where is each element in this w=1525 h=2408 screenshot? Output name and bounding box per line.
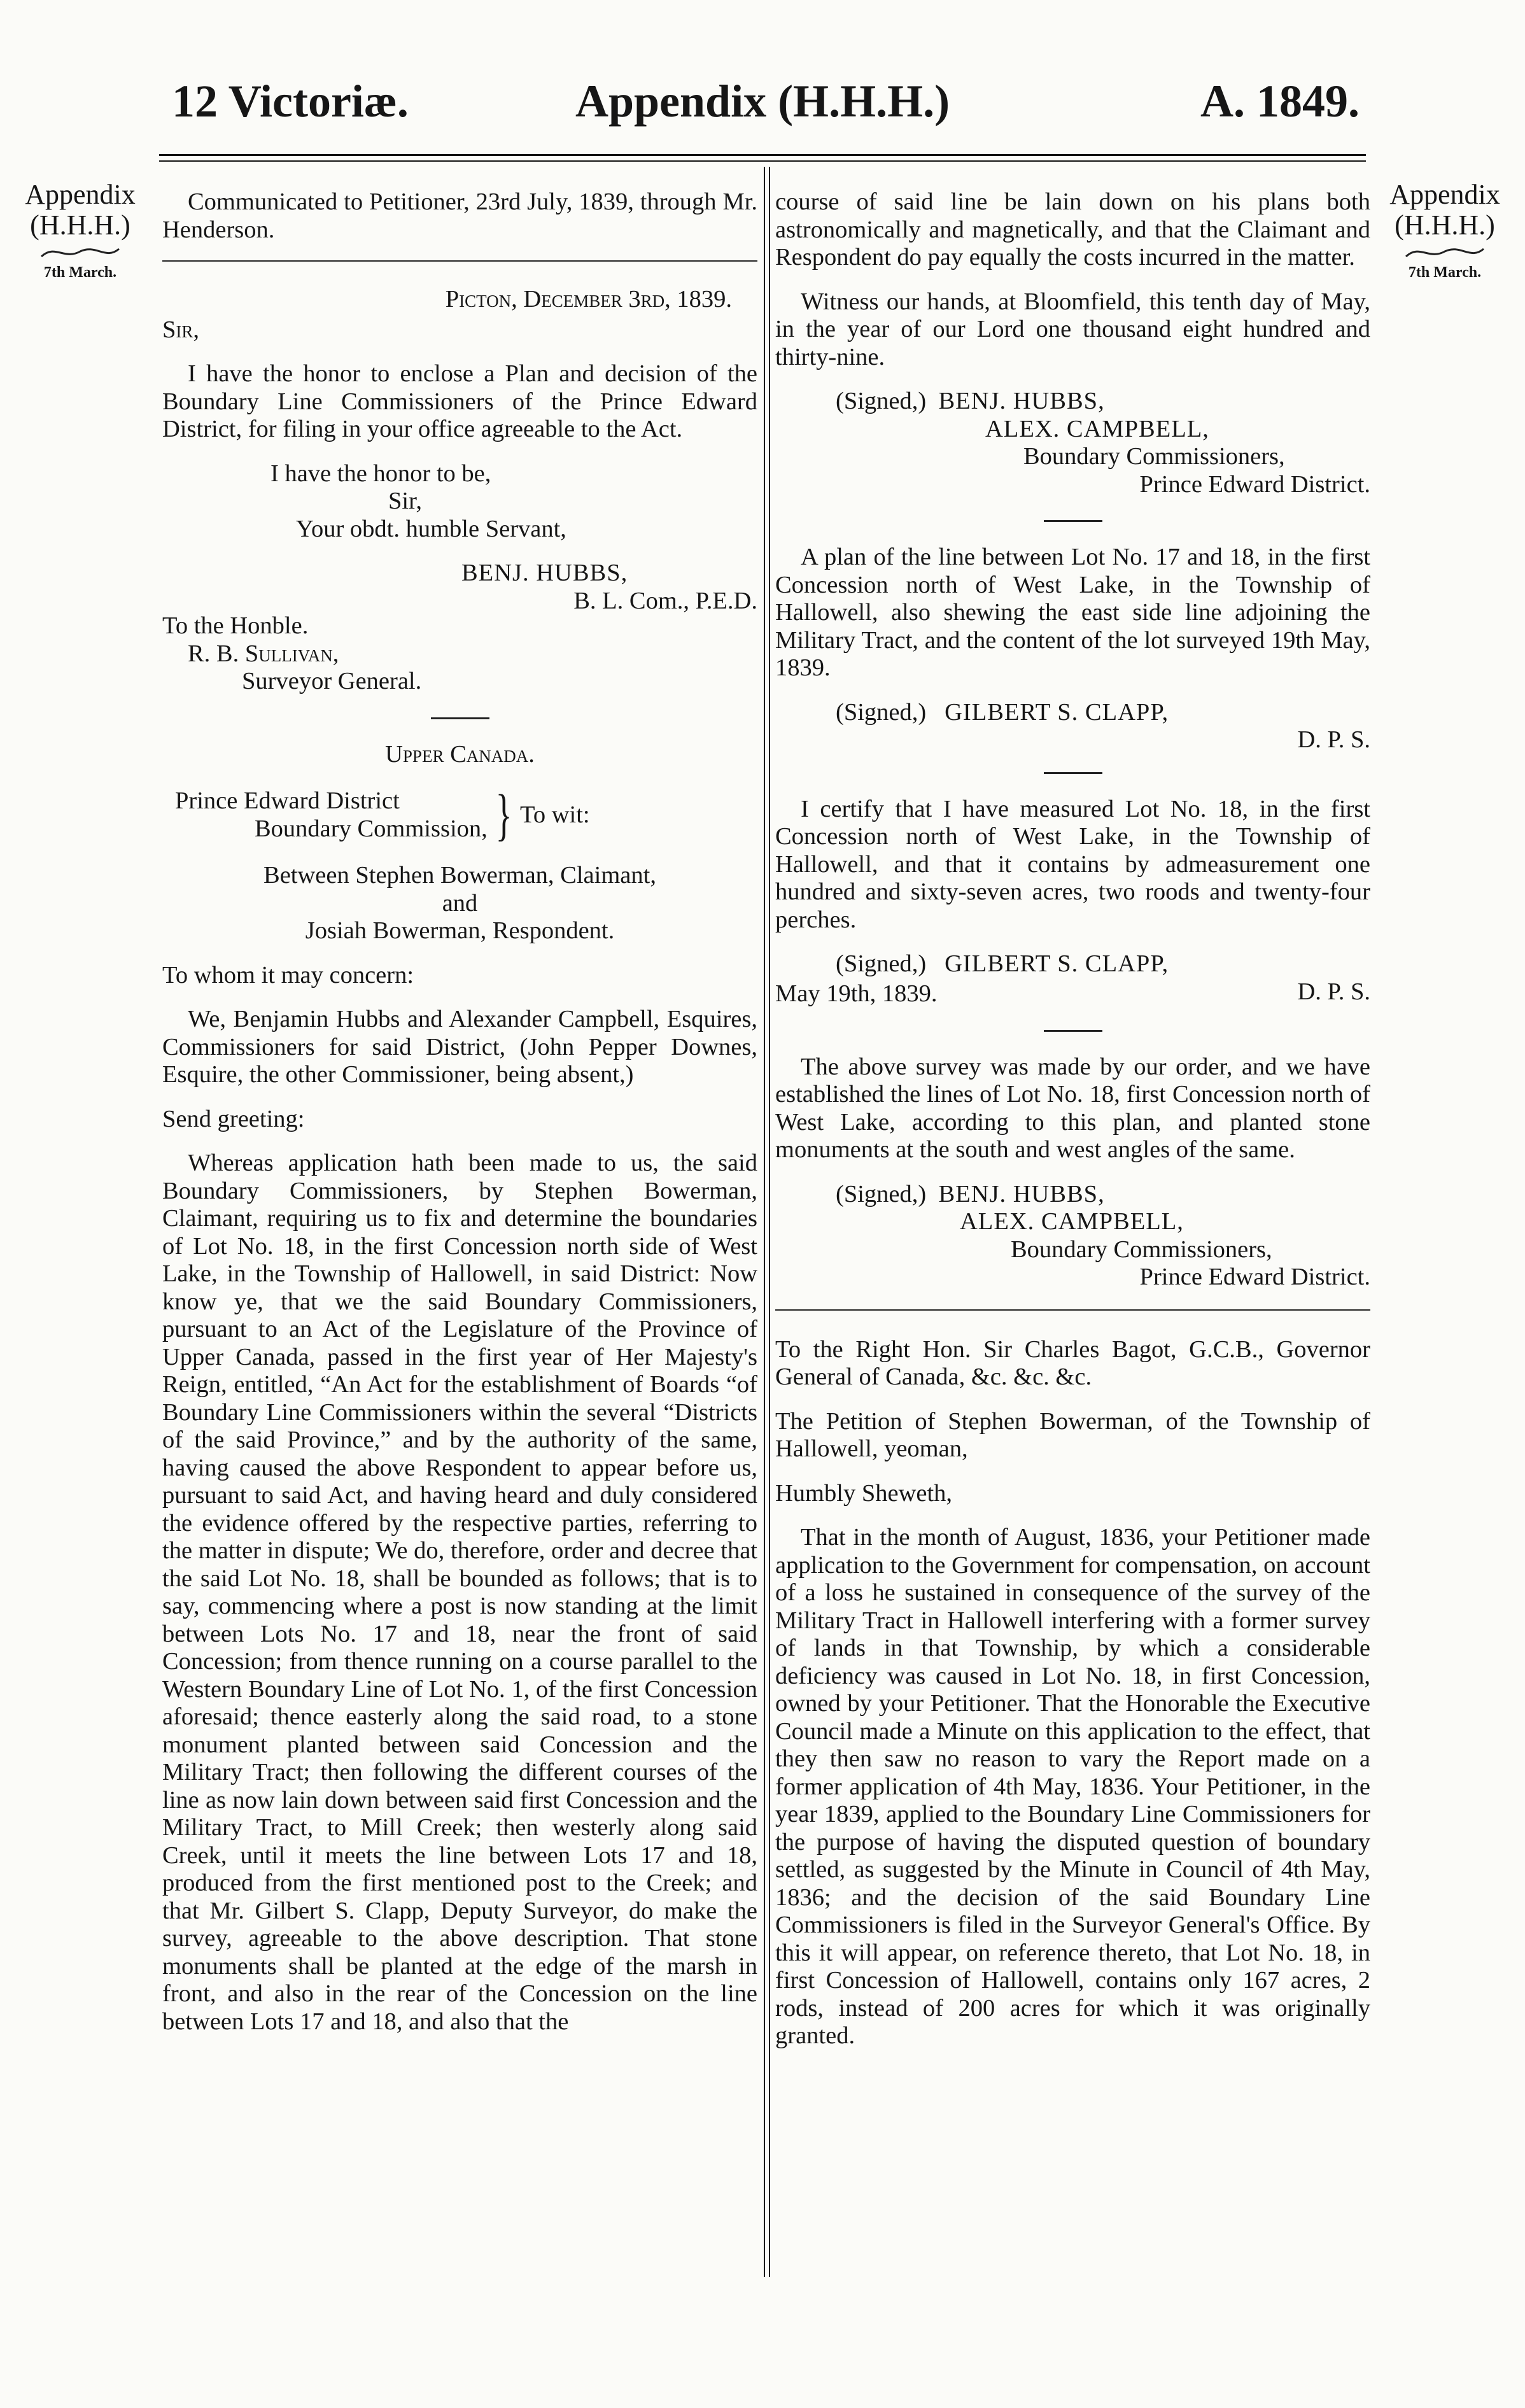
survey-paragraph: The above survey was made by our order, and we have established the lines of Lot No. 18, first Concession north of West Lake, according to this plan, and planted stone monuments at the south and west angles of the same. <box>775 1053 1370 1163</box>
margin-appendix: Appendix <box>25 179 136 210</box>
petition-body: That in the month of August, 1836, your Petitioner made application to the Government for compensation, on account of a loss he sustained in consequence of the survey of the Military Tract in Hallowell interfering with a former survey of lands in that Township, by which a considerable deficiency was caused in Lot No. 18, in first Concession, owned by your Petitioner. That the Honorable the Executive Council made a Minute on this application to the effect, that they then saw no reason to vary the Report made on a former application of 4th May, 1836. Your Petitioner, in the year 1839, applied to the Boundary Line Commissioners for the purpose of having the disputed question of boundary settled, as suggested by the Minute in Council of 4th May, 1836; and the decision of the said Boundary Line Commissioners is filed in the Surveyor General's Office. By this it will appear, on reference thereto, that Lot No. 18, in first Concession of Hallowell, contains only 167 acres, 2 rods, instead of 200 acres for which it was originally granted. <box>775 1524 1370 2049</box>
margin-appendix-code: (H.H.H.) <box>30 209 130 241</box>
dateline: Picton, December 3rd, 1839. <box>445 286 732 313</box>
closing-line: I have the honor to be, <box>271 460 491 487</box>
flourish-icon <box>39 244 122 260</box>
header-appendix: Appendix (H.H.H.) <box>575 76 950 127</box>
surveyor-signature <box>775 699 1370 754</box>
left-column <box>162 188 757 2036</box>
humbly-sheweth: Humbly Sheweth, <box>775 1479 953 1507</box>
closing-line: Sir, <box>388 488 423 514</box>
petition-of: The Petition of Stephen Bowerman, of the Township of Hallowell, yeoman, <box>775 1407 1370 1462</box>
surveyor-title: D. P. S. <box>1297 978 1370 1005</box>
surveyor-name: GILBERT S. CLAPP, <box>945 950 1169 977</box>
signature-block <box>162 560 757 615</box>
header-rule-bottom <box>159 160 1366 162</box>
margin-note-left <box>6 180 154 281</box>
addressee-line: Surveyor General. <box>242 668 422 694</box>
section-rule <box>162 260 757 262</box>
right-column <box>775 188 1370 2050</box>
decree-continuation: course of said line be lain down on his plans both astronomically and magnetically, and that the Claimant and Respondent do pay equally the costs incurred in the matter. <box>775 188 1370 271</box>
signed-label: (Signed,) <box>836 950 927 977</box>
addressee-line: To the Honble. <box>162 612 309 639</box>
signer-name: ALEX. CAMPBELL, <box>985 415 1209 442</box>
flourish-icon <box>1403 244 1486 260</box>
closing <box>271 460 757 544</box>
surveyor-title: D. P. S. <box>1297 726 1370 753</box>
margin-appendix-code: (H.H.H.) <box>1395 209 1495 241</box>
separator-rule <box>1044 1030 1102 1032</box>
margin-date: 7th March. <box>1408 264 1482 281</box>
header-rule-top <box>159 154 1366 156</box>
column-divider-2 <box>769 167 770 2277</box>
margin-note-right <box>1371 180 1519 281</box>
petition-address: To the Right Hon. Sir Charles Bagot, G.C.B., Governor General of Canada, &c. &c. &c. <box>775 1335 1370 1390</box>
greeting: Send greeting: <box>162 1105 305 1132</box>
header-year: A. 1849. <box>1200 76 1360 127</box>
section-rule <box>775 1309 1370 1311</box>
parties-line: and <box>442 889 478 917</box>
district-block <box>175 783 757 847</box>
signer-title: Prince Edward District. <box>1139 1264 1370 1290</box>
closing-line: Your obdt. humble Servant, <box>296 515 566 542</box>
signed-label: (Signed,) <box>836 388 927 414</box>
commissioners-signature-2 <box>775 1181 1370 1292</box>
district-line: Boundary Commission, <box>255 815 488 842</box>
commissioners-signature <box>775 388 1370 498</box>
separator-rule <box>1044 772 1102 774</box>
margin-appendix: Appendix <box>1389 179 1500 210</box>
signer-name: ALEX. CAMPBELL, <box>960 1208 1184 1235</box>
to-wit: To wit: <box>519 801 590 828</box>
decree-paragraph: Whereas application hath been made to us, the said Boundary Commissioners, by Stephen Bowerman, Claimant, requiring us to fix and determine the boundaries of Lot No. 18, in the first Concession north side of West Lake, in the Township of Hallowell, in said District: Now know ye, that we the said Boundary Commissioners, pursuant to an Act of the Legislature of the Province of Upper Canada, passed in the first year of Her Majesty's Reign, entitled, “An Act for the establishment of Boards “of Boundary Line Commissioners within the several “Districts of the said Province,” and by the authority of the same, having caused the above Respondent to appear before us, pursuant to said Act, and having heard and duly considered the evidence offered by the respective parties, referring to the matter in dispute; We do, therefore, order and decree that the said Lot No. 18, shall be bounded as follows; that is to say, commencing where a post is now standing at the limit between Lots No. 17 and 18, near the front of said Concession; from thence running on a course parallel to the Western Boundary Line of Lot No. 1, of the first Concession aforesaid; thence easterly along the said road, to a stone monument planted between said Concession and the Military Tract; then following the different courses of the line as now lain down between said first Concession and the Military Tract, to Mill Creek; then westerly along said Creek, until it meets the line between Lots 17 and 18, produced from the first mentioned post to the Creek; and that Mr. Gilbert S. Clapp, Deputy Surveyor, do make the survey, agreeable to the above description. That stone monuments shall be planted at the edge of the marsh in front, and also in the rear of the Concession on the line between Lots 17 and 18, and also that the <box>162 1150 757 2035</box>
signer-name: BENJ. HUBBS, <box>938 388 1105 414</box>
upper-canada-heading: Upper Canada. <box>385 740 535 768</box>
salutation: Sir, <box>162 316 200 343</box>
to-whom: To whom it may concern: <box>162 961 414 989</box>
signer-title: B. L. Com., P.E.D. <box>573 587 757 614</box>
signed-label: (Signed,) <box>836 1180 927 1208</box>
addressee <box>162 612 757 696</box>
surveyor-name: GILBERT S. CLAPP, <box>945 698 1169 726</box>
brace-icon: } <box>495 783 512 847</box>
addressee-line: R. B. Sullivan, <box>188 640 339 667</box>
letter-body: I have the honor to enclose a Plan and decision of the Boundary Line Commissioners of the Prince Edward District, for filing in your office agreeable to the Act. <box>162 360 757 442</box>
surveyor-signature-2 <box>775 950 1370 1008</box>
parties-line: Josiah Bowerman, Respondent. <box>305 917 615 944</box>
certify-paragraph: I certify that I have measured Lot No. 18, in the first Concession north of West Lake, in the Township of Hallowell, and that it contains by admeasurement one hundred and sixty-seven acres, two roods and twenty-four perches. <box>775 795 1370 933</box>
plan-paragraph: A plan of the line between Lot No. 17 and 18, in the first Concession north of West Lake, in the Township of Hallowell, also shewing the east side line adjoining the Military Tract, and the content of the lot surveyed 19th May, 1839. <box>775 544 1370 681</box>
page-header <box>153 75 1372 151</box>
separator-rule <box>431 717 489 719</box>
parties <box>162 862 757 945</box>
header-session: 12 Victoriæ. <box>172 76 409 127</box>
signer-title: Prince Edward District. <box>1139 470 1370 498</box>
signer-name: BENJ. HUBBS, <box>938 1180 1105 1208</box>
separator-rule <box>1044 520 1102 522</box>
column-divider <box>764 167 765 2277</box>
district-line: Prince Edward District <box>175 787 400 814</box>
margin-date: 7th March. <box>43 264 117 281</box>
parties-line: Between Stephen Bowerman, Claimant, <box>264 862 656 889</box>
signer-name: BENJ. HUBBS, <box>461 560 628 586</box>
signed-label: (Signed,) <box>836 698 927 726</box>
signer-title: Boundary Commissioners, <box>1023 443 1285 470</box>
commissioners-paragraph: We, Benjamin Hubbs and Alexander Campbell, Esquires, Commissioners for said District, (John Pepper Downes, Esquire, the other Commissioner, being absent,) <box>162 1006 757 1088</box>
survey-date: May 19th, 1839. <box>775 980 938 1007</box>
signer-title: Boundary Commissioners, <box>1011 1236 1272 1263</box>
communicated-note: Communicated to Petitioner, 23rd July, 1839, through Mr. Henderson. <box>162 188 757 243</box>
witness-paragraph: Witness our hands, at Bloomfield, this tenth day of May, in the year of our Lord one thousand eight hundred and thirty-nine. <box>775 288 1370 370</box>
